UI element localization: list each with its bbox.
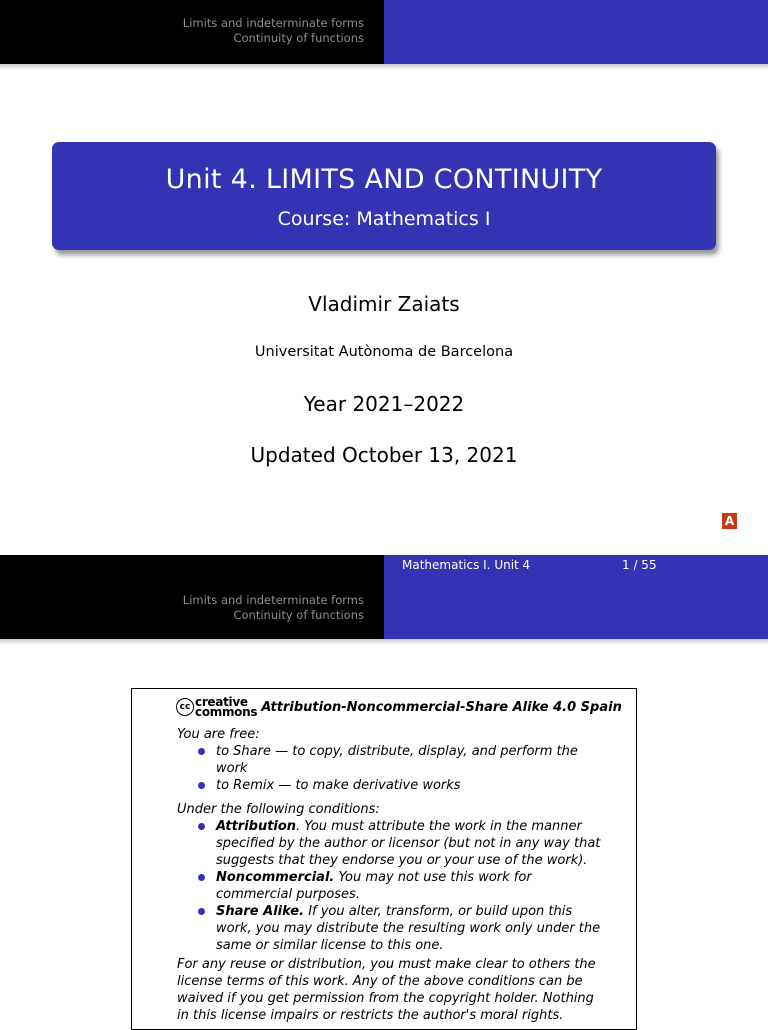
updated-date: Updated October 13, 2021 [250,443,518,467]
header-subsection-panel [384,0,768,64]
free-item-remix: to Remix — to make derivative works [216,778,461,793]
footer-course: Mathematics I. Unit 4 [402,558,531,572]
list-item [177,743,602,777]
free-item-share: to Share — to copy, distribute, display, and perform the work [216,744,578,776]
license-box [131,688,637,1030]
bullet-icon [198,782,205,789]
slide-subtitle: Course: Mathematics I [277,208,491,230]
institution: Universitat Autònoma de Barcelona [254,344,514,360]
header2-section-panel [0,577,384,639]
bullet-icon [198,908,205,915]
slide-title: Unit 4. LIMITS AND CONTINUITY [165,164,603,195]
author-name: Vladimir Zaiats [308,292,460,316]
creative-commons-wordmark [195,697,257,717]
bullet-icon [198,874,205,881]
footer-left-panel [0,555,384,577]
free-intro: You are free: [177,727,260,742]
free-list [177,743,602,794]
license-body [177,726,602,1024]
header-section-continuity[interactable]: Continuity of functions [233,31,364,45]
slide2-header [0,577,768,641]
slide-header [0,0,768,64]
logo-glyph: A [724,514,735,528]
list-item [177,903,602,954]
cc-word-top: creative [195,695,248,709]
license-title: Attribution-Noncommercial-Share Alike 4.0 Spain [261,699,622,715]
conditions-list [177,818,602,954]
bullet-icon [198,823,205,830]
license-footer-text: For any reuse or distribution, you must make clear to others the license terms of this work. Any of the above conditions can be waived if you get permission from the copyright holder. Nothing in this license impairs or restricts the author's moral rights. [177,957,596,1023]
header-section-limits[interactable]: Limits and indeterminate forms [182,16,364,30]
bullet-icon [198,748,205,755]
list-item [177,869,602,903]
creative-commons-icon: cc [176,698,194,716]
condition-text-noncommercial: You may not use this work for commercial purposes. [216,870,532,902]
academic-year: Year 2021–2022 [303,392,465,416]
header2-subsection-panel [384,577,768,639]
university-logo-icon [722,513,737,529]
condition-text-attribution: . You must attribute the work in the manner specified by the author or licensor (but not in any way that suggests that they endorse you or your use of the work). [216,819,601,868]
condition-term-sharealike: Share Alike. [216,904,305,919]
header2-shadow [0,639,768,645]
license-heading [176,697,622,717]
condition-term-attribution: Attribution [216,819,297,834]
condition-text-sharealike: If you alter, transform, or build upon this work, you may distribute the resulting work only under the same or similar license to this one. [216,904,601,953]
footer-page-number: 1 / 55 [622,558,657,572]
conditions-intro: Under the following conditions: [177,802,380,817]
list-item [177,777,602,794]
list-item [177,818,602,869]
header-section-panel [0,0,384,64]
condition-term-noncommercial: Noncommercial. [216,870,335,885]
header-shadow [0,64,768,70]
cc-word-bottom: commons [195,705,258,719]
header2-section-limits[interactable]: Limits and indeterminate forms [182,593,364,607]
header2-section-continuity[interactable]: Continuity of functions [233,608,364,622]
slide-footer [0,555,768,577]
title-block [52,142,716,250]
footer-right-panel [384,555,768,577]
